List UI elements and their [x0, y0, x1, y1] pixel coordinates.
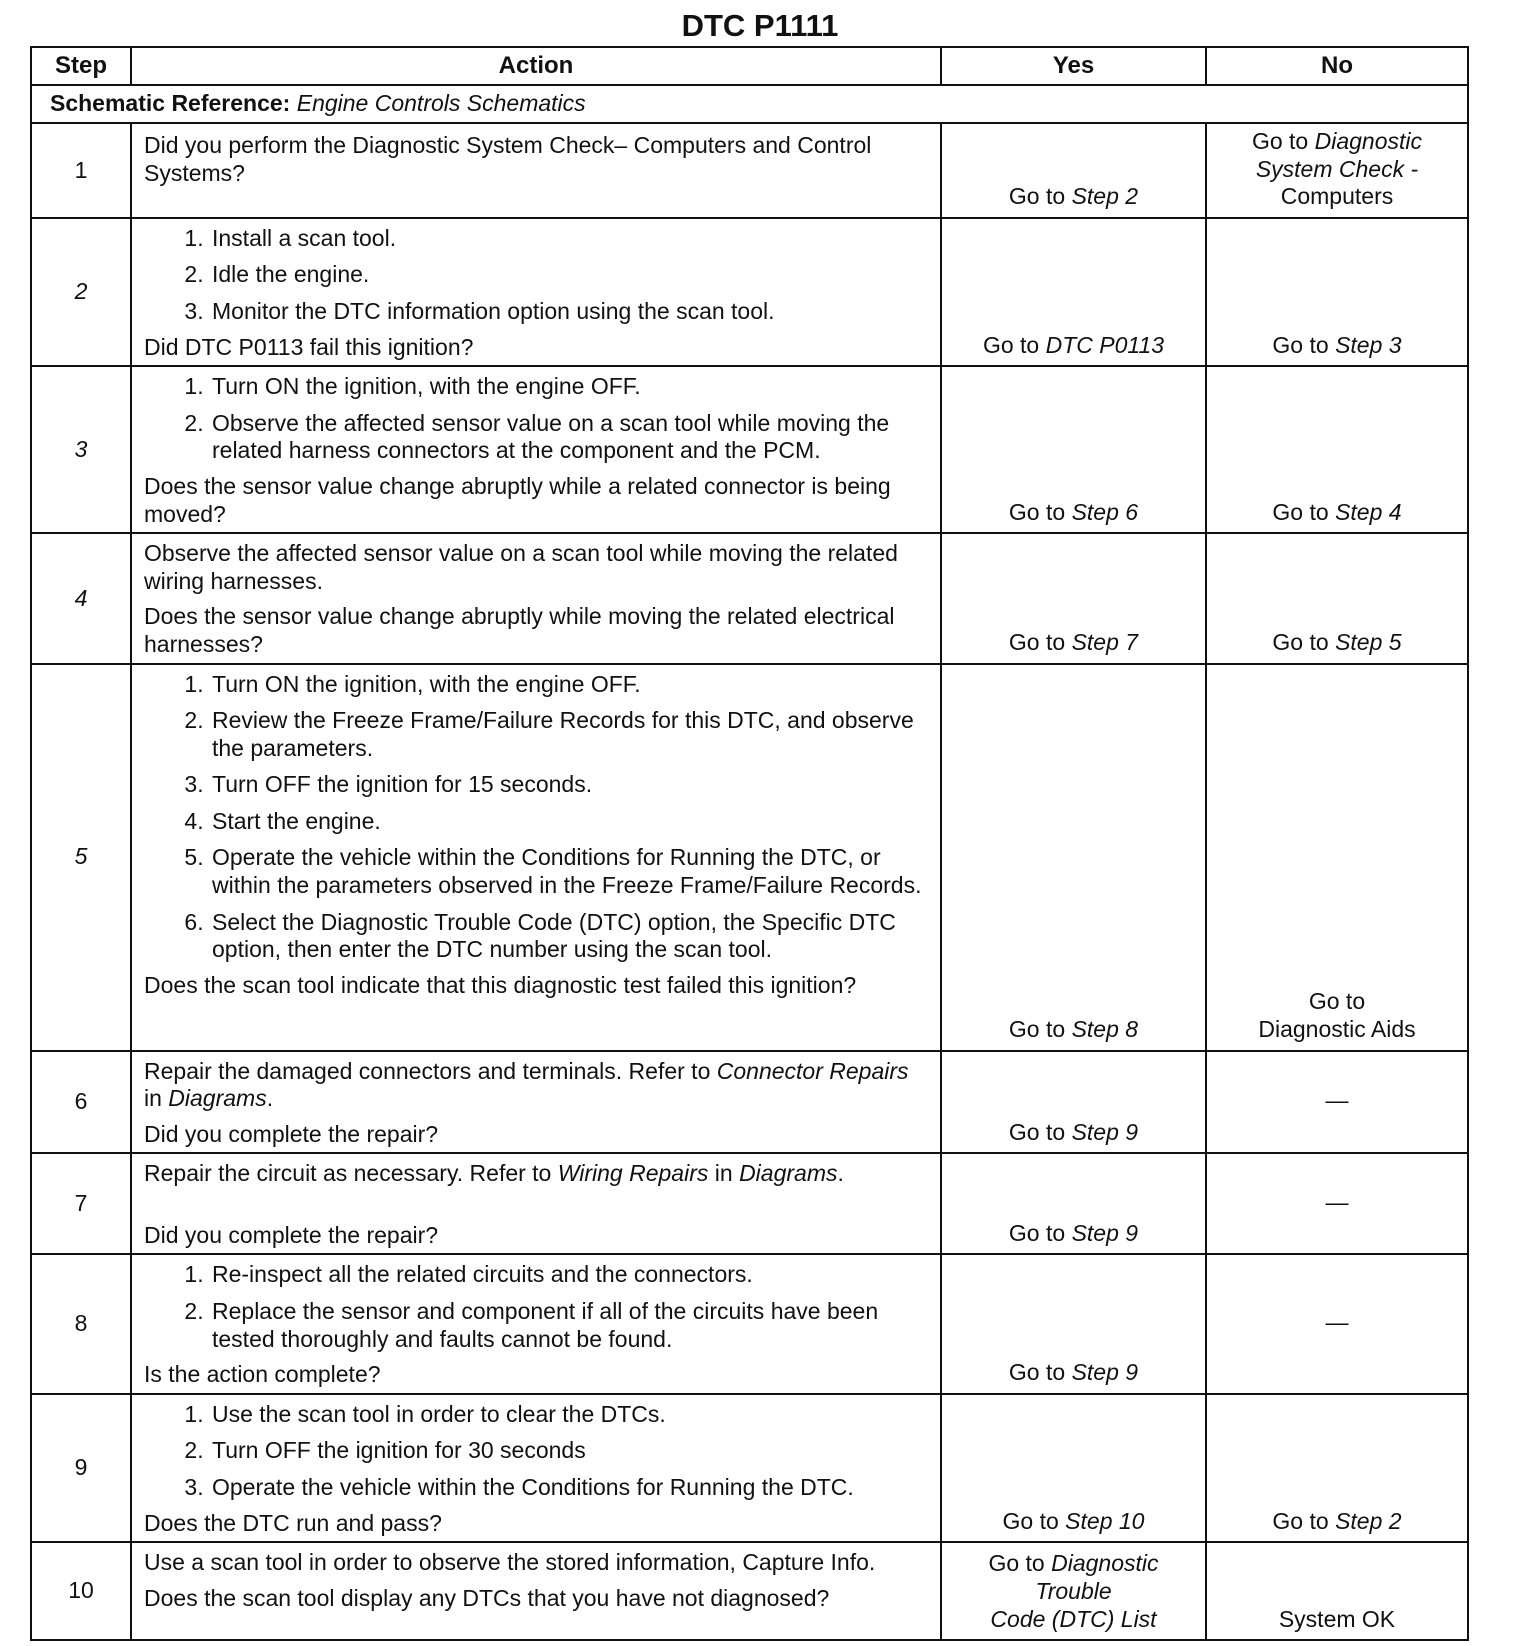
no-link[interactable]: Diagnostic [1314, 128, 1423, 154]
action-text-part: in [714, 1160, 733, 1187]
no-link[interactable]: System Check - [1255, 155, 1419, 182]
list-item: 6. Select the Diagnostic Trouble Code (DTC) option, the Specific DTC option, then enter the DTC number using the scan tool. [210, 909, 930, 964]
step-question: Does the scan tool display any DTCs that you have not diagnosed? [144, 1584, 830, 1611]
yes-cell [941, 1394, 1206, 1542]
action-cell [131, 366, 941, 533]
no-link-tail: Computers [1280, 183, 1394, 210]
action-list [144, 225, 930, 326]
no-cell [1206, 1254, 1468, 1393]
yes-link[interactable]: Code (DTC) List [990, 1605, 1157, 1632]
action-text [144, 1160, 930, 1188]
goto-text: Go to [1272, 498, 1329, 525]
yes-cell [941, 1051, 1206, 1154]
goto-text: Go to [1272, 331, 1329, 358]
table-row [31, 1542, 1468, 1640]
step-number [31, 664, 131, 1051]
step-question: Did you complete the repair? [144, 1120, 439, 1147]
yes-cell [941, 366, 1206, 533]
yes-link[interactable]: Diagnostic [1051, 1550, 1159, 1577]
step-number-text: 5 [74, 843, 88, 870]
step-question: Does the scan tool indicate that this diagnostic test failed this ignition? [144, 971, 857, 998]
yes-link[interactable]: DTC P0113 [1045, 331, 1165, 358]
list-item: 2. Replace the sensor and component if all of the circuits have been tested thoroughly and faults cannot be found. [210, 1298, 930, 1353]
goto-text: Go to [1002, 1507, 1059, 1534]
table-row [31, 1051, 1468, 1154]
yes-cell [941, 1153, 1206, 1254]
no-cell [1206, 366, 1468, 533]
yes-link[interactable]: Step 10 [1065, 1507, 1145, 1534]
table-row [31, 664, 1468, 1051]
system-ok-text: System OK [1278, 1605, 1396, 1632]
no-link[interactable]: Diagnostic Aids [1258, 1015, 1416, 1042]
yes-link[interactable]: Step 9 [1071, 1219, 1139, 1246]
step-number: 6 [31, 1051, 131, 1154]
no-cell [1206, 1153, 1468, 1254]
list-item: 5. Operate the vehicle within the Conditions for Running the DTC, or within the parameters observed in the Freeze Frame/Failure Records. [210, 844, 930, 899]
yes-cell [941, 218, 1206, 366]
table-row [31, 123, 1468, 218]
list-item: 3. Operate the vehicle within the Conditions for Running the DTC. [210, 1474, 930, 1502]
step-question: Does the sensor value change abruptly while moving the related electrical harnesses? [144, 603, 895, 657]
list-item: 3. Monitor the DTC information option using the scan tool. [210, 298, 930, 326]
goto-text: Go to [1008, 1219, 1066, 1246]
step-number [31, 366, 131, 533]
action-text [144, 1058, 930, 1113]
list-item: 2. Review the Freeze Frame/Failure Records for this DTC, and observe the parameters. [210, 707, 930, 762]
yes-link[interactable]: Step 9 [1071, 1118, 1139, 1145]
diagnostic-table [30, 46, 1469, 1641]
action-cell [131, 1394, 941, 1542]
diagrams-link[interactable]: Diagrams [739, 1160, 838, 1187]
action-cell [131, 1153, 941, 1254]
step-number: 10 [31, 1542, 131, 1640]
table-row [31, 1254, 1468, 1393]
step-number: 1 [31, 123, 131, 218]
step-question: Does the sensor value change abruptly while a related connector is being moved? [144, 472, 891, 527]
action-text-part: . [266, 1085, 274, 1112]
yes-link[interactable]: Step 7 [1071, 628, 1139, 655]
no-link[interactable]: Step 3 [1335, 331, 1402, 358]
list-item: 2. Turn OFF the ignition for 30 seconds [210, 1437, 930, 1465]
table-row [31, 533, 1468, 663]
step-question: Is the action complete? [144, 1361, 381, 1388]
action-list [144, 1261, 930, 1353]
diagrams-link[interactable]: Diagrams [168, 1085, 267, 1112]
yes-link[interactable]: Step 9 [1071, 1359, 1139, 1386]
schematic-row [31, 85, 1468, 123]
table-row [31, 218, 1468, 366]
yes-link[interactable]: Step 2 [1071, 183, 1139, 210]
yes-cell [941, 1542, 1206, 1640]
no-cell [1206, 123, 1468, 218]
step-question: Did DTC P0113 fail this ignition? [144, 333, 474, 360]
step-number: 9 [31, 1394, 131, 1542]
list-item: 1. Install a scan tool. [210, 225, 930, 253]
step-question: Does the DTC run and pass? [144, 1509, 442, 1536]
yes-cell [941, 123, 1206, 218]
goto-text: Go to [1008, 498, 1066, 525]
goto-text: Go to [982, 331, 1040, 358]
goto-text: Go to [1251, 128, 1309, 154]
schematic-label: Schematic Reference: [50, 90, 291, 117]
action-cell [131, 1254, 941, 1393]
list-item: 1. Turn ON the ignition, with the engine OFF. [210, 671, 930, 699]
schematic-link[interactable]: Engine Controls Schematics [296, 90, 586, 117]
step-question: Did you perform the Diagnostic System Check– Computers and Control Systems? [144, 132, 872, 186]
goto-text: Go to [1008, 1359, 1066, 1386]
action-list [144, 671, 930, 964]
action-list [144, 373, 930, 465]
no-link[interactable]: Step 5 [1335, 628, 1402, 655]
no-cell [1206, 533, 1468, 663]
no-cell [1206, 1394, 1468, 1542]
dash: — [1325, 1189, 1349, 1216]
header-step: Step [31, 47, 131, 85]
goto-text: Go to [1008, 1118, 1066, 1145]
wiring-repairs-link[interactable]: Wiring Repairs [557, 1160, 709, 1187]
goto-text: Go to [1308, 988, 1366, 1015]
table-row [31, 366, 1468, 533]
step-number-text: 4 [74, 584, 88, 611]
no-cell [1206, 664, 1468, 1051]
step-question: Did you complete the repair? [144, 1221, 439, 1248]
header-row [31, 47, 1468, 85]
action-text-part: in [144, 1085, 162, 1112]
yes-link[interactable]: Trouble [1035, 1578, 1112, 1605]
table-row [31, 1153, 1468, 1254]
page-title: DTC P1111 [681, 8, 839, 43]
step-number-text: 2 [74, 278, 88, 305]
table-row [31, 1394, 1468, 1542]
no-cell [1206, 218, 1468, 366]
goto-text: Go to [1272, 1507, 1329, 1534]
goto-text: Go to [988, 1550, 1045, 1577]
action-cell [131, 1051, 941, 1154]
goto-text: Go to [1008, 1015, 1066, 1042]
connector-repairs-link[interactable]: Connector Repairs [716, 1057, 909, 1084]
yes-link[interactable]: Step 8 [1071, 1015, 1139, 1042]
dash: — [1325, 1309, 1349, 1336]
goto-text: Go to [1272, 628, 1329, 655]
step-number: 8 [31, 1254, 131, 1393]
action-cell [131, 533, 941, 663]
action-cell [131, 664, 941, 1051]
no-link[interactable]: Step 2 [1335, 1507, 1402, 1534]
step-number: 7 [31, 1153, 131, 1254]
action-cell [131, 123, 941, 218]
action-cell [131, 1542, 941, 1640]
action-text: Use a scan tool in order to observe the stored information, Capture Info. [144, 1549, 876, 1576]
header-yes: Yes [941, 47, 1206, 85]
list-item: 4. Start the engine. [210, 808, 930, 836]
action-cell [131, 218, 941, 366]
goto-text: Go to [1008, 628, 1066, 655]
yes-cell [941, 1254, 1206, 1393]
no-link[interactable]: Step 4 [1335, 498, 1402, 525]
header-action: Action [131, 47, 941, 85]
step-number [31, 218, 131, 366]
no-cell [1206, 1051, 1468, 1154]
action-text: Observe the affected sensor value on a scan tool while moving the related wiring harnesses. [144, 540, 898, 594]
list-item: 2. Observe the affected sensor value on a scan tool while moving the related harness connectors at the component and the PCM. [210, 410, 930, 465]
no-cell [1206, 1542, 1468, 1640]
list-item: 1. Turn ON the ignition, with the engine OFF. [210, 373, 930, 401]
action-text-part: Repair the circuit as necessary. Refer to [144, 1160, 552, 1187]
dash: — [1325, 1087, 1349, 1114]
list-item: 1. Re-inspect all the related circuits and the connectors. [210, 1261, 930, 1289]
step-number-text: 3 [74, 435, 88, 462]
schematic-reference [31, 85, 1468, 123]
list-item: 2. Idle the engine. [210, 261, 930, 289]
action-text-part: . [837, 1160, 844, 1187]
list-item: 3. Turn OFF the ignition for 15 seconds. [210, 771, 930, 799]
goto-text: Go to [1008, 183, 1066, 210]
yes-cell [941, 664, 1206, 1051]
yes-cell [941, 533, 1206, 663]
list-item: 1. Use the scan tool in order to clear the DTCs. [210, 1401, 930, 1429]
yes-link[interactable]: Step 6 [1071, 498, 1139, 525]
header-no: No [1206, 47, 1468, 85]
step-number [31, 533, 131, 663]
action-list [144, 1401, 930, 1502]
action-text-part: Repair the damaged connectors and terminals. Refer to [144, 1057, 711, 1084]
